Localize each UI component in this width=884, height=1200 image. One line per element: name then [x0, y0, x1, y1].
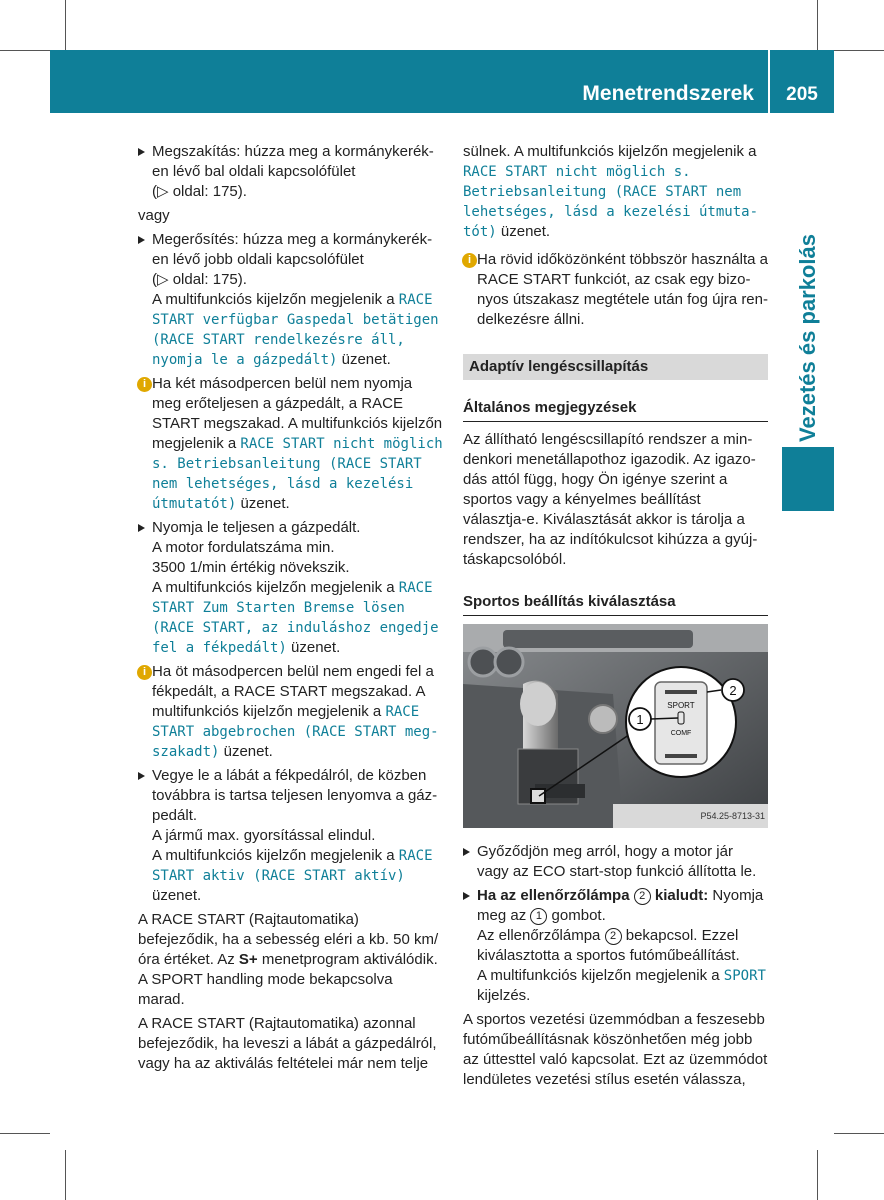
step-text: gombot.: [551, 907, 606, 924]
paragraph-text: sülnek. A multifunkciós kijelzőn megjelenik a: [463, 143, 757, 160]
right-column: [463, 142, 768, 1094]
info-note: [138, 662, 443, 762]
note-text: Ha öt másodpercen belül nem engedi fel a fékpedált, a RACE START megszakad. A multifunkciós kijelzőn megjelenik a: [152, 663, 434, 720]
step-text: üzenet.: [152, 887, 202, 904]
bullet-triangle-icon: [463, 892, 470, 900]
paragraph: A sportos vezetési üzemmódban a feszesebb futóműbeállításnak köszönhetően még jobb az úttesttel való kapcsolat. Ezt az üzemmódot lendületes vezetési stílus esetén válassza,: [463, 1011, 768, 1088]
info-note: [463, 250, 768, 330]
step-text: Nyomja meg az: [477, 887, 764, 924]
note-text: üzenet.: [240, 495, 290, 512]
instruction-step: [138, 766, 443, 906]
callout-ref-2: 2: [634, 888, 651, 905]
page-reference: (▷ oldal: 175).: [152, 271, 247, 288]
crop-mark: [834, 50, 884, 51]
page-number: 205: [786, 84, 818, 105]
display-message: SPORT: [723, 968, 766, 984]
callout-1: 1: [636, 712, 644, 727]
paragraph-text: A RACE START (Rajtautomatika) befejeződik, ha a sebesség eléri a kb. 50 km/óra értéket. Az: [138, 911, 439, 968]
step-text: 3500 1/min értékig növekszik.: [152, 559, 350, 576]
crop-mark: [817, 1150, 818, 1200]
step-text: kijelzés.: [477, 987, 531, 1004]
display-message: RACE START verfügbar Gaspedal betätigen (RACE START rendelkezésre áll, nyomja le a gázpedált): [152, 292, 439, 368]
header-title: Menetrendszerek: [582, 82, 754, 105]
instruction-step: [463, 842, 768, 882]
subheading: Sportos beállítás kiválasztása: [463, 586, 768, 616]
paragraph-text: menetprogram aktiválódik. A SPORT handling mode bekapcsolva marad.: [138, 951, 438, 1008]
instruction-step: [138, 230, 443, 370]
step-text: A jármű max. gyorsítással elindul.: [152, 827, 376, 844]
step-text: üzenet.: [341, 351, 391, 368]
instruction-step: [463, 886, 768, 1006]
crop-mark: [65, 0, 66, 50]
figure-dashboard-console: [463, 624, 768, 828]
chapter-tab: [782, 447, 834, 511]
left-column: [138, 142, 443, 1078]
step-text: üzenet.: [291, 639, 341, 656]
paragraph: A RACE START (Rajtautomatika) azonnal befejeződik, ha leveszi a lábát a gázpedálról, vagy ha az aktiválás feltételei már nem telje: [138, 1015, 437, 1072]
step-text: bekapcsol. Ezzel kiválasztotta a sportos futóműbeállítást.: [477, 927, 740, 964]
display-message: RACE START nicht möglich s. Betriebsanleitung (RACE START nem lehetséges, lásd a kezelési útmutatót): [152, 436, 443, 512]
chapter-label: Vezetés és parkolás: [795, 234, 820, 442]
console-illustration: [463, 624, 768, 828]
section-heading: Adaptív lengéscsillapítás: [463, 354, 768, 380]
bullet-triangle-icon: [138, 236, 145, 244]
bullet-triangle-icon: [138, 772, 145, 780]
crop-mark: [0, 1133, 50, 1134]
note-text: Ha rövid időközönként többször használta a RACE START funkciót, az csak egy bizonyos útszakasz megtétele után fog újra rendelkezésre állni.: [477, 251, 769, 328]
header-bar: [50, 50, 768, 113]
paragraph: [138, 910, 443, 1010]
crop-mark: [65, 1150, 66, 1200]
step-text: A multifunkciós kijelzőn megjelenik a: [477, 967, 720, 984]
paragraph-text: üzenet.: [500, 223, 551, 240]
page-reference: (▷ oldal: 175).: [152, 183, 247, 200]
bullet-triangle-icon: [138, 148, 145, 156]
figure-code: P54.25-8713-31: [700, 811, 765, 821]
step-text: Vegye le a lábát a fékpedálról, de közben továbbra is tartsa teljesen lenyomva a gázpedált.: [152, 767, 438, 824]
step-condition: kialudt:: [654, 887, 709, 904]
info-note: [138, 374, 443, 514]
sport-label: SPORT: [667, 701, 695, 710]
step-text: Győződjön meg arról, hogy a motor jár vagy az ECO start-stop funkció állította le.: [477, 843, 757, 880]
comf-label: COMF: [670, 730, 692, 737]
crop-mark: [817, 0, 818, 50]
step-text: A motor fordulatszáma min.: [152, 539, 335, 556]
step-text: A multifunkciós kijelzőn megjelenik a: [152, 847, 395, 864]
bullet-triangle-icon: [138, 524, 145, 532]
step-text: Nyomja le teljesen a gázpedált.: [152, 519, 361, 536]
display-message: RACE START abgebrochen (RACE START megszakadt): [152, 704, 439, 760]
callout-ref-1: 1: [530, 908, 547, 925]
paragraph: Az állítható lengéscsillapító rendszer a mindenkori menetállapothoz igazodik. Az igazodás attól függ, hogy Ön igénye szerint a sportos vagy a kényelmes beállítást választja-e. Kiválasztását akkor is tárolja a rendszer, ha az indítókulcsot kihúzza a gyújtáskapcsolóból.: [463, 431, 758, 568]
display-message: RACE START aktiv (RACE START aktív): [152, 848, 433, 884]
step-text: A multifunkciós kijelzőn megjelenik a: [152, 579, 395, 596]
or-text: vagy: [138, 207, 170, 224]
note-text: üzenet.: [223, 743, 273, 760]
crop-mark: [0, 50, 50, 51]
step-text: A multifunkciós kijelzőn megjelenik a: [152, 291, 395, 308]
step-text: Megszakítás: húzza meg a kormánykeréken lévő bal oldali kapcsolófület: [152, 143, 434, 180]
info-icon: i: [137, 377, 152, 392]
drive-program-label: S+: [238, 951, 258, 968]
bullet-triangle-icon: [463, 848, 470, 856]
instruction-step: [138, 518, 443, 658]
subheading: Általános megjegyzések: [463, 392, 768, 422]
step-text: Megerősítés: húzza meg a kormánykeréken lévő jobb oldali kapcsolófület: [152, 231, 433, 268]
instruction-step: [138, 142, 443, 202]
info-icon: i: [462, 253, 477, 268]
callout-ref-2: 2: [605, 928, 622, 945]
display-message: RACE START Zum Starten Bremse lösen (RACE START, az induláshoz engedje fel a fékpedált): [152, 580, 439, 656]
step-text: Az ellenőrzőlámpa: [477, 927, 601, 944]
info-icon: i: [137, 665, 152, 680]
page-number-box: [770, 50, 834, 113]
step-condition: Ha az ellenőrzőlámpa: [477, 887, 630, 904]
crop-mark: [834, 1133, 884, 1134]
display-message: RACE START nicht möglich s. Betriebsanleitung (RACE START nem lehetséges, lásd a kezelési útmutatót): [463, 164, 759, 240]
paragraph: [463, 142, 768, 242]
callout-2: 2: [729, 683, 737, 698]
note-text: Ha két másodpercen belül nem nyomja meg erőteljesen a gázpedált, a RACE START megszakad. A multifunkciós kijelzőn megjelenik a: [152, 375, 443, 452]
